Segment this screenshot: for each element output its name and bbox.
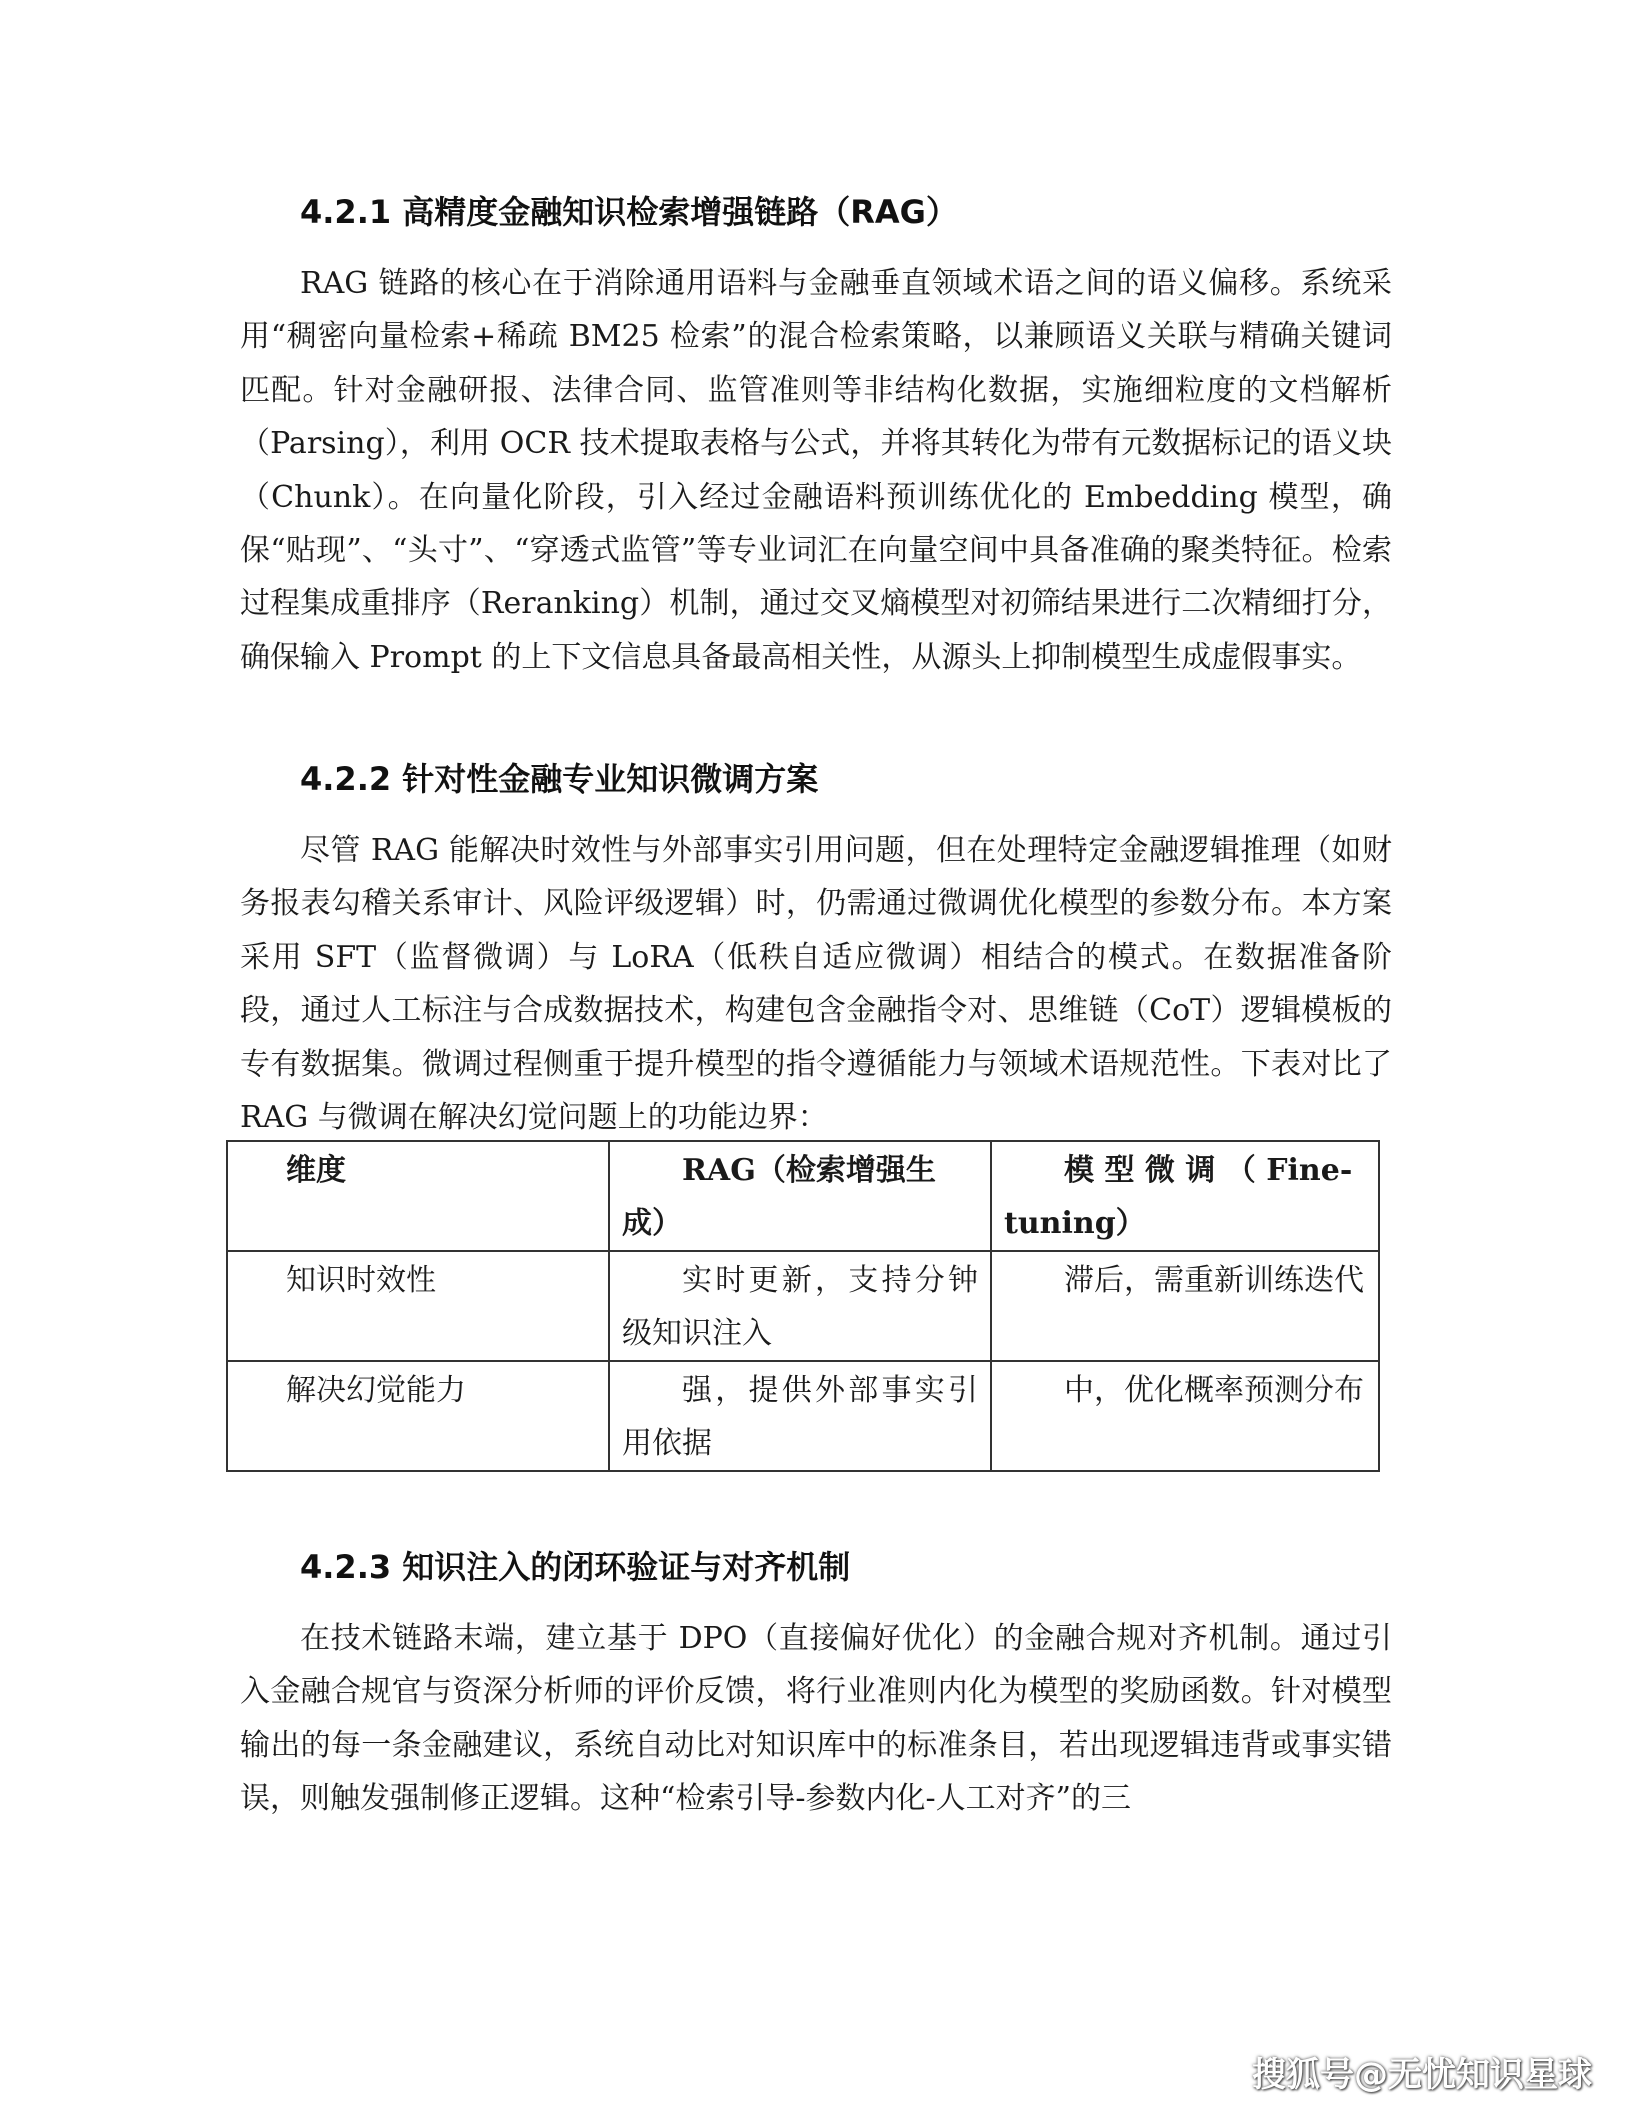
table-cell-dimension: 解决幻觉能力 <box>227 1361 609 1471</box>
table-header-finetune: 模 型 微 调 （ Fine-tuning） <box>991 1141 1379 1251</box>
table-cell-rag: 强，提供外部事实引用依据 <box>609 1361 991 1471</box>
table-row <box>227 1251 1379 1361</box>
table-cell-dimension: 知识时效性 <box>227 1251 609 1361</box>
table-header-rag: RAG（检索增强生成） <box>609 1141 991 1251</box>
section-paragraph-rag: RAG 链路的核心在于消除通用语料与金融垂直领域术语之间的语义偏移。系统采用“稠密向量检索+稀疏 BM25 检索”的混合检索策略，以兼顾语义关联与精确关键词匹配。针对金融研报、法律合同、监管准则等非结构化数据，实施细粒度的文档解析（Parsing），利用 OCR 技术提取表格与公式，并将其转化为带有元数据标记的语义块（Chunk）。在向量化阶段，引入经过金融语料预训练优化的 Embedding 模型，确保“贴现”、“头寸”、“穿透式监管”等专业词汇在向量空间中具备准确的聚类特征。检索过程集成重排序（Reranking）机制，通过交叉熵模型对初筛结果进行二次精细打分，确保输入 Prompt 的上下文信息具备最高相关性，从源头上抑制模型生成虚假事实。 <box>240 266 1392 675</box>
section-heading-4-2-3: 4.2.3 知识注入的闭环验证与对齐机制 <box>300 1548 851 1586</box>
section-paragraph-finetune: 尽管 RAG 能解决时效性与外部事实引用问题，但在处理特定金融逻辑推理（如财务报表勾稽关系审计、风险评级逻辑）时，仍需通过微调优化模型的参数分布。本方案采用 SFT（监督微调）与 LoRA（低秩自适应微调）相结合的模式。在数据准备阶段，通过人工标注与合成数据技术，构建包含金融指令对、思维链（CoT）逻辑模板的专有数据集。微调过程侧重于提升模型的指令遵循能力与领域术语规范性。下表对比了 RAG 与微调在解决幻觉问题上的功能边界： <box>240 833 1392 1136</box>
watermark: 搜狐号@无忧知识星球 <box>1252 2055 1592 2095</box>
section-heading-4-2-1: 4.2.1 高精度金融知识检索增强链路（RAG） <box>300 193 958 231</box>
table-cell-finetune: 中，优化概率预测分布 <box>991 1361 1379 1471</box>
comparison-table <box>226 1140 1380 1472</box>
section-heading-4-2-2: 4.2.2 针对性金融专业知识微调方案 <box>300 760 819 798</box>
table-cell-rag: 实时更新，支持分钟级知识注入 <box>609 1251 991 1361</box>
table-row <box>227 1361 1379 1471</box>
table-cell-finetune: 滞后，需重新训练迭代 <box>991 1251 1379 1361</box>
table-header-row <box>227 1141 1379 1251</box>
table-header-dimension: 维度 <box>227 1141 609 1251</box>
section-paragraph-alignment: 在技术链路末端，建立基于 DPO（直接偏好优化）的金融合规对齐机制。通过引入金融合规官与资深分析师的评价反馈，将行业准则内化为模型的奖励函数。针对模型输出的每一条金融建议，系统自动比对知识库中的标准条目，若出现逻辑违背或事实错误，则触发强制修正逻辑。这种“检索引导-参数内化-人工对齐”的三 <box>240 1621 1392 1817</box>
